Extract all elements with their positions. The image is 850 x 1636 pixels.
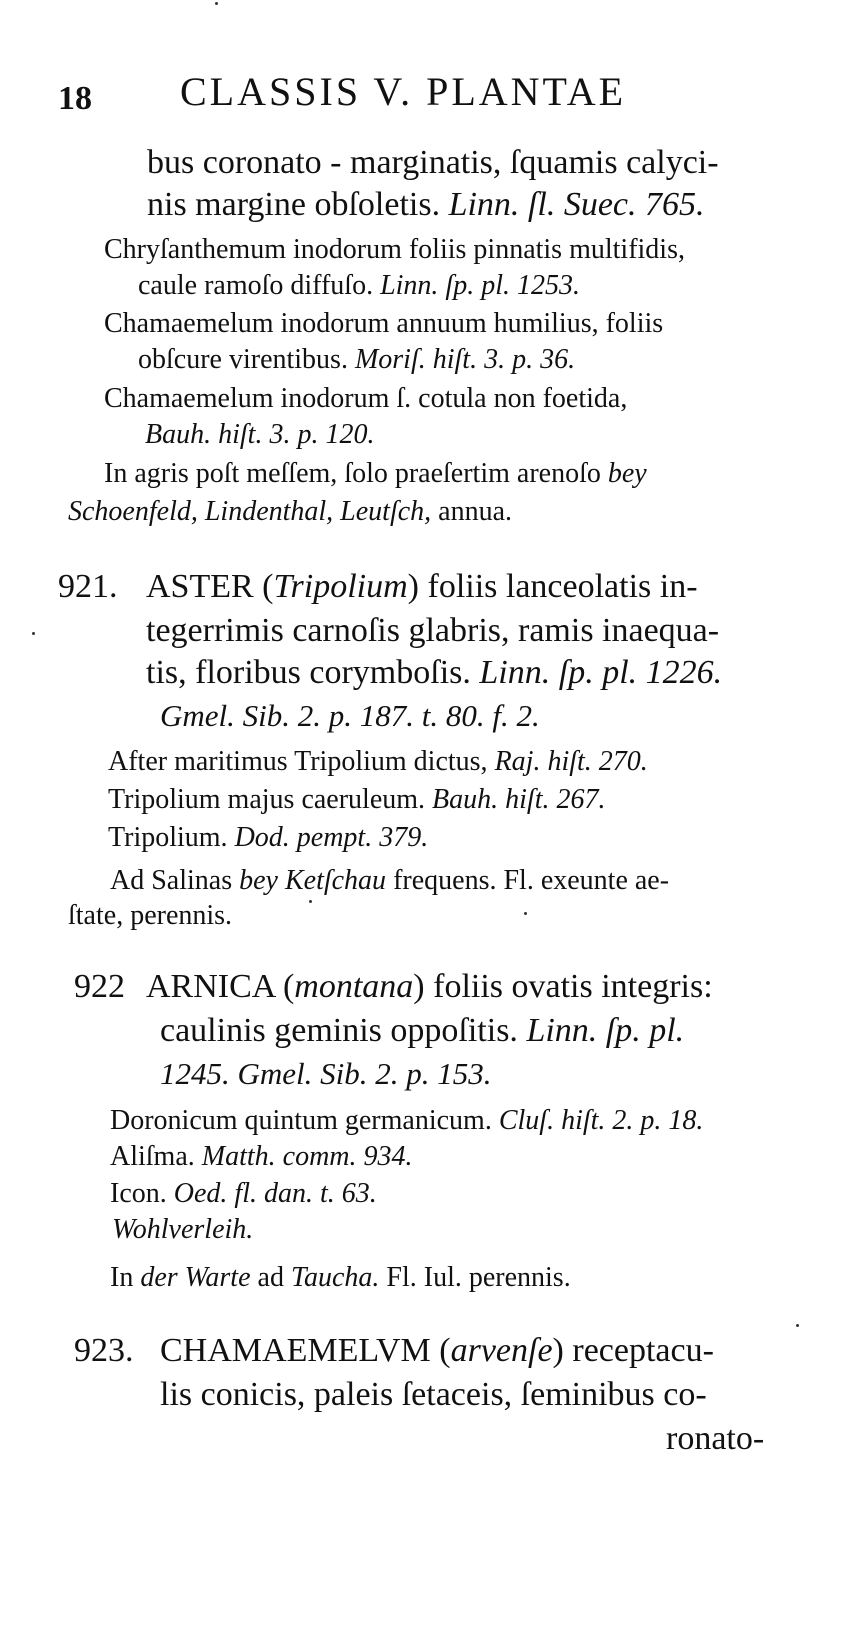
synonym-line: Aliſma. Matth. comm. 934. (110, 1141, 413, 1172)
habitat-line: In agris poſt meſſem, ſolo praeſertim arenoſo bey (104, 458, 647, 489)
synonym-line: Tripolium. Dod. pempt. 379. (108, 822, 429, 853)
synonym-line: Chamaemelum inodorum ſ. cotula non foetida, (104, 383, 628, 414)
habitat-line: Schoenfeld, Lindenthal, Leutſch, annua. (68, 496, 513, 527)
entry-line: 1245. Gmel. Sib. 2. p. 153. (160, 1056, 492, 1091)
entry-title-line: CHAMAEMELVM (arvenſe) receptacu- (160, 1332, 714, 1369)
synonym-line: caule ramoſo diffuſo. Linn. ſp. pl. 1253. (138, 270, 580, 301)
ink-speck (215, 2, 218, 5)
entry-number: 922 (74, 968, 125, 1005)
entry-line: Gmel. Sib. 2. p. 187. t. 80. f. 2. (160, 698, 540, 733)
synonym-line: Doronicum quintum germanicum. Cluſ. hiſt. 2. p. 18. (110, 1105, 704, 1136)
ink-speck (32, 632, 35, 635)
entry-line: tis, floribus corymboſis. Linn. ſp. pl. 1226. (146, 654, 723, 691)
text-line: nis margine obſoletis. Linn. ſl. Suec. 765. (147, 186, 705, 223)
entry-line: tegerrimis carnoſis glabris, ramis inaequa- (146, 612, 720, 649)
ink-speck (796, 1324, 799, 1327)
synonym-line: After maritimus Tripolium dictus, Raj. hiſt. 270. (108, 746, 648, 777)
entry-line: lis conicis, paleis ſetaceis, ſeminibus co- (160, 1376, 707, 1413)
ink-speck (309, 900, 312, 903)
entry-title-line: ASTER (Tripolium) foliis lanceolatis in- (146, 568, 698, 605)
habitat-line: ſtate, perennis. (68, 900, 233, 931)
text-line: bus coronato - marginatis, ſquamis calyci- (147, 144, 719, 181)
synonym-line: Chryſanthemum inodorum foliis pinnatis multifidis, (104, 234, 685, 265)
entry-number: 921. (58, 568, 118, 605)
running-head: CLASSIS V. PLANTAE (180, 69, 627, 114)
synonym-line: Chamaemelum inodorum annuum humilius, foliis (104, 308, 664, 339)
catchword: ronato- (666, 1420, 765, 1457)
synonym-line: Icon. Oed. fl. dan. t. 63. (110, 1178, 377, 1209)
synonym-line: Bauh. hiſt. 3. p. 120. (145, 419, 375, 450)
entry-line: caulinis geminis oppoſitis. Linn. ſp. pl. (160, 1012, 685, 1049)
habitat-line: Ad Salinas bey Ketſchau frequens. Fl. exeunte ae- (110, 865, 670, 896)
habitat-line: In der Warte ad Taucha. Fl. Iul. perennis. (110, 1262, 571, 1293)
entry-title-line: ARNICA (montana) foliis ovatis integris: (146, 968, 713, 1005)
page-number: 18 (58, 80, 92, 117)
synonym-line: Tripolium majus caeruleum. Bauh. hiſt. 267. (108, 784, 606, 815)
entry-number: 923. (74, 1332, 134, 1369)
synonym-line: obſcure virentibus. Moriſ. hiſt. 3. p. 36. (138, 344, 576, 375)
synonym-line: Wohlverleih. (112, 1214, 254, 1245)
ink-speck (524, 912, 527, 915)
